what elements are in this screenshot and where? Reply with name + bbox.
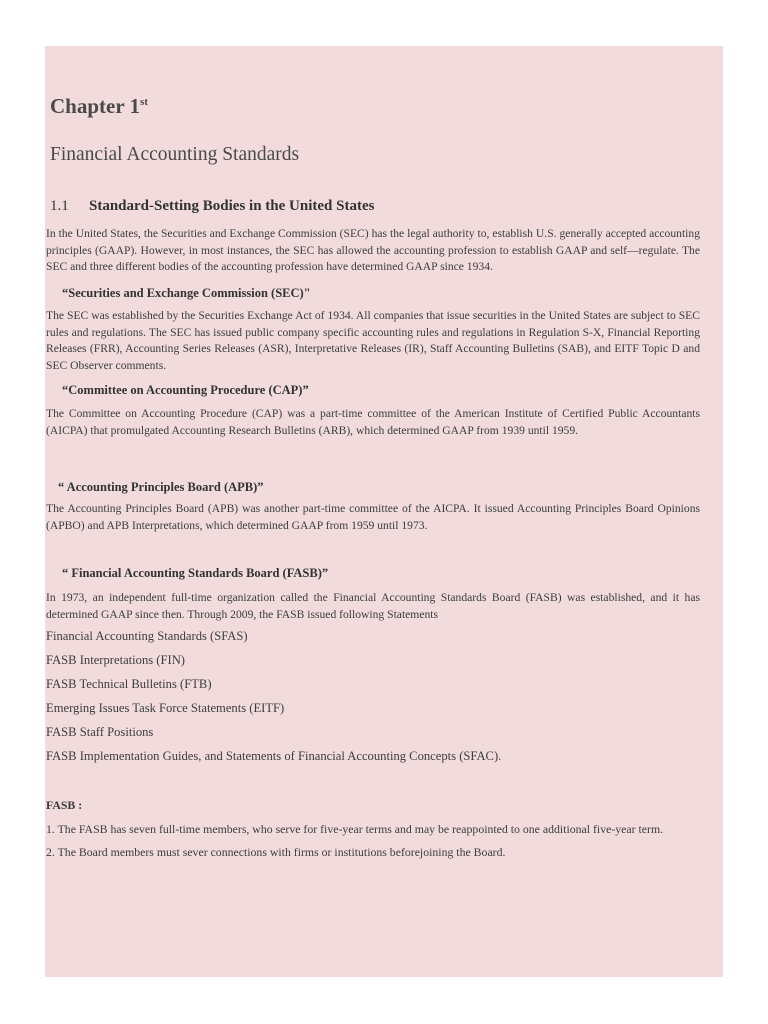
cap-heading: “Committee on Accounting Procedure (CAP)” xyxy=(62,383,309,397)
sec-heading: “Securities and Exchange Commission (SEC)" xyxy=(62,286,311,300)
fasb-paragraph: In 1973, an independent full-time organization called the Financial Accounting Standards Board (FASB) was established, and it has determined GAAP since then. Through 2009, the FASB issued following Statements xyxy=(46,591,700,621)
chapter-heading xyxy=(50,94,148,119)
intro-paragraph: In the United States, the Securities and Exchange Commission (SEC) has the legal authority to, establish U.S. generally accepted accounting principles (GAAP). However, in most instances, the SEC has allowed the accounting profession to establish GAAP and self—regulate. The SEC and three different bodies of the accounting profession have determined GAAP since 1934. xyxy=(46,227,700,273)
apb-paragraph: The Accounting Principles Board (APB) was another part-time committee of the AICPA. It issued Accounting Principles Board Opinions (APBO) and APB Interpretations, which determined GAAP from 1959 until 1973. xyxy=(46,502,700,532)
fasb-heading: “ Financial Accounting Standards Board (FASB)” xyxy=(62,566,329,580)
list-item: FASB Technical Bulletins (FTB) xyxy=(46,677,212,691)
cap-paragraph: The Committee on Accounting Procedure (CAP) was a part-time committee of the American Institute of Certified Public Accountants (AICPA) that promulgated Accounting Research Bulletins (ARB), which determined GAAP from 1939 until 1959. xyxy=(46,407,700,437)
fasb-label: FASB : xyxy=(46,798,83,812)
fasb-point: 1. The FASB has seven full-time members, who serve for five-year terms and may be reappointed to one additional five-year term. xyxy=(46,822,664,836)
sec-paragraph: The SEC was established by the Securities Exchange Act of 1934. All companies that issue securities in the United States are subject to SEC rules and regulations. The SEC has issued public company specific accounting rules and regulations in Regulation S-X, Financial Reporting Releases (FRR), Accounting Series Releases (ASR), Interpretative Releases (IR), Staff Accounting Bulletins (SAB), and EITF Topic D and SEC Observer comments. xyxy=(46,309,700,372)
page-title: Financial Accounting Standards xyxy=(50,144,300,165)
document-page xyxy=(45,46,723,977)
list-item: Financial Accounting Standards (SFAS) xyxy=(46,629,248,643)
list-item: Emerging Issues Task Force Statements (EITF) xyxy=(46,701,285,715)
list-item: FASB Interpretations (FIN) xyxy=(46,653,185,667)
chapter-superscript: st xyxy=(140,96,148,108)
fasb-point: 2. The Board members must sever connections with firms or institutions beforejoining the Board. xyxy=(46,845,506,859)
section-number: 1.1 xyxy=(50,198,69,214)
section-heading xyxy=(50,198,374,215)
list-item: FASB Staff Positions xyxy=(46,725,154,739)
list-item: FASB Implementation Guides, and Statements of Financial Accounting Concepts (SFAC). xyxy=(46,749,502,763)
section-title: Standard-Setting Bodies in the United States xyxy=(89,198,375,214)
chapter-label: Chapter 1 xyxy=(50,94,141,118)
apb-heading: “ Accounting Principles Board (APB)” xyxy=(58,480,264,494)
